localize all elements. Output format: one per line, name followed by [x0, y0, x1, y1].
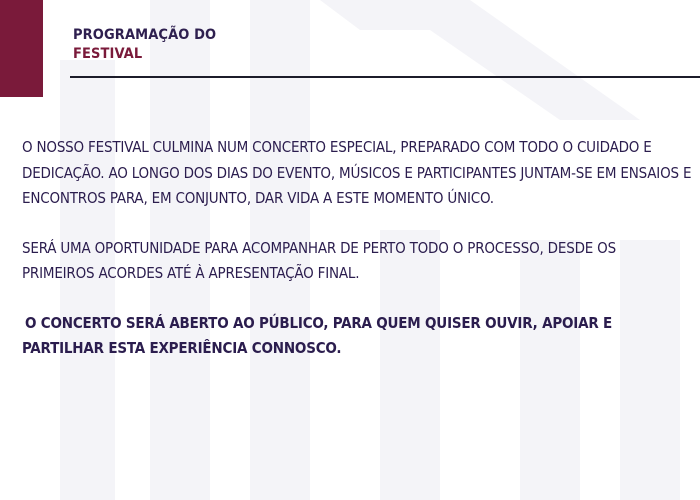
program-description [22, 135, 692, 386]
paragraph-concert-intro: O NOSSO FESTIVAL CULMINA NUM CONCERTO ESPECIAL, PREPARADO COM TODO O CUIDADO E DEDICAÇÃO. AO LONGO DOS DIAS DO EVENTO, MÚSICOS E PARTICIPANTES JUNTAM-SE EM ENSAIOS E ENCONTROS PARA, EM CONJUNTO, DAR VIDA A ESTE MOMENTO ÚNICO. [22, 138, 692, 207]
brand-accent-block [0, 0, 43, 97]
title-line-program: PROGRAMAÇÃO DO [73, 27, 217, 43]
page-title [73, 26, 216, 64]
paragraph-opportunity: SERÁ UMA OPORTUNIDADE PARA ACOMPANHAR DE PERTO TODO O PROCESSO, DESDE OS PRIMEIROS ACORDES ATÉ À APRESENTAÇÃO FINAL. [22, 238, 616, 282]
title-line-festival: FESTIVAL [73, 46, 143, 62]
header-divider [70, 76, 700, 78]
watermark-arch [320, 0, 640, 120]
paragraph-public-concert: O CONCERTO SERÁ ABERTO AO PÚBLICO, PARA QUEM QUISER OUVIR, APOIAR E PARTILHAR ESTA EXPERIÊNCIA CONNOSCO. [22, 313, 613, 357]
